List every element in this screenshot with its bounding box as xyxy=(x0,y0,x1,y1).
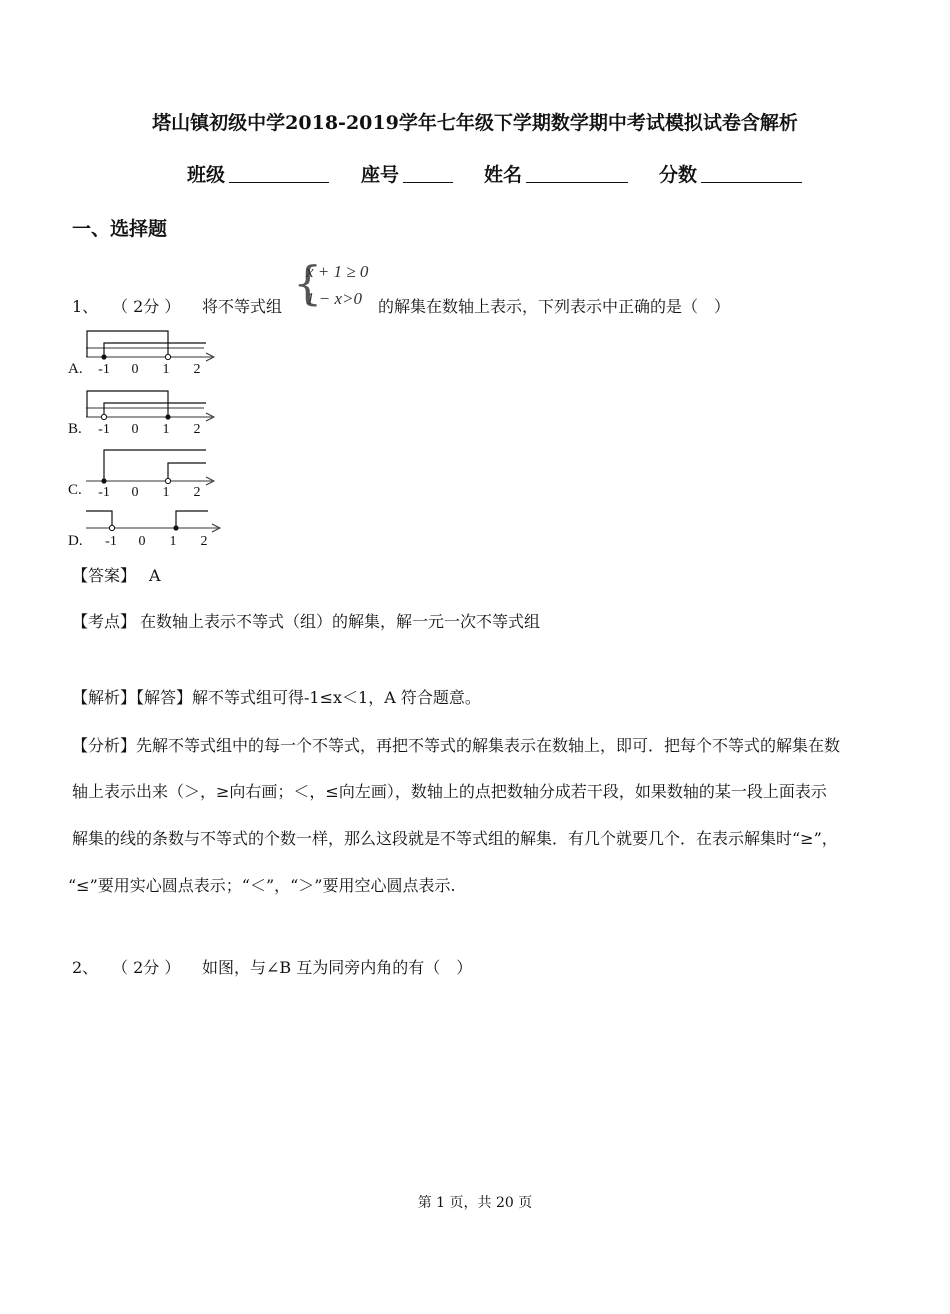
fenxi-line-3: 解集的线的条数与不等式的个数一样，那么这段就是不等式组的解集．有几个就要几个．在表示解集时“≥”， xyxy=(72,829,838,848)
q1-stem-after: 的解集在数轴上表示，下列表示中正确的是（ ） xyxy=(378,297,731,316)
q2-stem: 如图，与∠B 互为同旁内角的有（ ） xyxy=(202,958,473,977)
fenxi-line-1: 【分析】先解不等式组中的每一个不等式，再把不等式的解集表示在数轴上，即可．把每个不等式的解集在数 xyxy=(72,736,841,755)
q1-stem-before: 将不等式组 xyxy=(202,297,283,316)
kaodian-text: 在数轴上表示不等式（组）的解集，解一元一次不等式组 xyxy=(140,612,541,631)
system-line-2: 1 − x>0 xyxy=(306,289,362,308)
tick-label: 2 xyxy=(193,422,201,437)
option-b-numberline[interactable] xyxy=(84,386,219,442)
section-heading: 一、选择题 xyxy=(72,218,168,240)
option-d-numberline[interactable] xyxy=(84,506,224,552)
field-seat-label: 座号 xyxy=(361,164,400,186)
option-a-numberline[interactable] xyxy=(84,326,219,382)
tick-label: 0 xyxy=(131,485,139,500)
option-a-label: A. xyxy=(68,361,83,377)
field-score-label: 分数 xyxy=(659,164,698,186)
tick-label: 1 xyxy=(169,534,177,549)
page-footer: 第 1 页，共 20 页 xyxy=(417,1195,533,1211)
option-b-label: B. xyxy=(68,421,82,437)
answer-value: A xyxy=(149,566,161,585)
option-c-label: C. xyxy=(68,482,82,498)
tick-label: 2 xyxy=(193,485,201,500)
q2-score: （ 2分 ） xyxy=(112,958,181,977)
fenxi-line-2: 轴上表示出来（＞，≥向右画；＜，≤向左画），数轴上的点把数轴分成若干段，如果数轴的某一段上面表示 xyxy=(72,782,827,801)
kaodian-tag: 【考点】 xyxy=(72,612,137,631)
tick-label: 1 xyxy=(162,422,170,437)
tick-label: 1 xyxy=(162,485,170,500)
tick-label: -1 xyxy=(98,362,110,377)
jiexi-text: 【解析】【解答】解不等式组可得-1≤x＜1，A 符合题意。 xyxy=(72,688,481,707)
q1-number: 1、 xyxy=(72,297,99,316)
system-line-1: x + 1 ≥ 0 xyxy=(306,262,369,281)
page-title: 塔山镇初级中学2018-2019学年七年级下学期数学期中考试模拟试卷含解析 xyxy=(152,112,798,134)
answer-tag: 【答案】 xyxy=(72,566,137,585)
system-brace: { xyxy=(293,256,323,310)
q2-number: 2、 xyxy=(72,958,99,977)
q1-score: （ 2分 ） xyxy=(112,297,181,316)
field-score-blank[interactable] xyxy=(701,160,802,183)
tick-label: 0 xyxy=(131,422,139,437)
tick-label: 2 xyxy=(200,534,208,549)
field-class-label: 班级 xyxy=(187,164,226,186)
tick-label: 2 xyxy=(193,362,201,377)
field-name-blank[interactable] xyxy=(526,160,628,183)
tick-label: -1 xyxy=(98,485,110,500)
tick-label: 1 xyxy=(162,362,170,377)
fenxi-line-4: “≤”要用实心圆点表示；“＜”，“＞”要用空心圆点表示. xyxy=(68,876,456,895)
tick-label: -1 xyxy=(98,422,110,437)
field-class-blank[interactable] xyxy=(229,160,329,183)
tick-label: -1 xyxy=(105,534,117,549)
student-info-fields xyxy=(0,160,950,190)
tick-label: 0 xyxy=(138,534,146,549)
field-seat-blank[interactable] xyxy=(403,160,453,183)
tick-label: 0 xyxy=(131,362,139,377)
option-c-numberline[interactable] xyxy=(84,446,219,502)
option-d-label: D. xyxy=(68,533,83,549)
field-name-label: 姓名 xyxy=(484,164,523,186)
